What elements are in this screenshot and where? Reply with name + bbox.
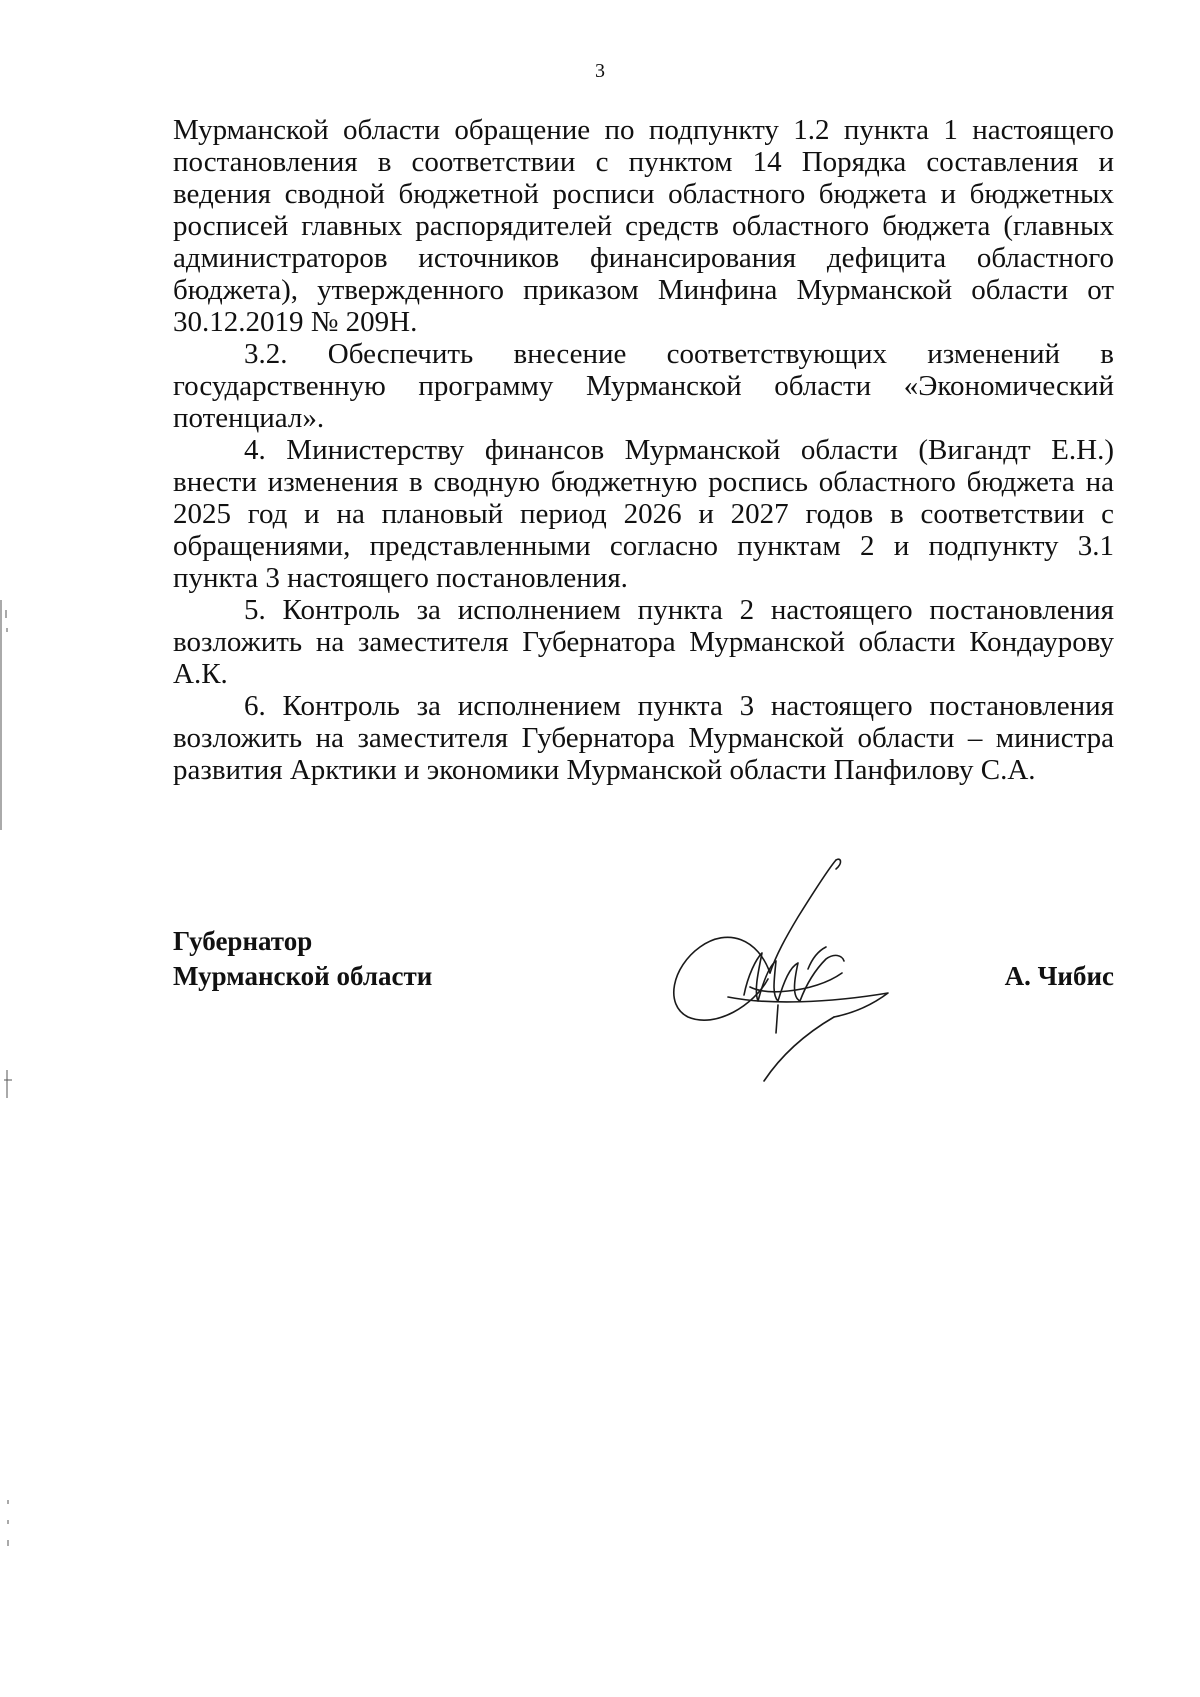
handwritten-signature: [658, 855, 898, 1085]
signer-title-line1: Губернатор: [173, 926, 313, 956]
signer-title: [173, 924, 432, 994]
paragraph-3-2: 3.2. Обеспечить внесение соответствующих изменений в государственную программу Мурманской области «Экономический потенциал».: [173, 338, 1114, 434]
signer-name: А. Чибис: [1004, 961, 1114, 991]
signature-block: [173, 920, 1114, 1080]
signer-title-line2: Мурманской области: [173, 961, 433, 991]
paragraph-6: 6. Контроль за исполнением пункта 3 настоящего постановления возложить на заместителя Губернатора Мурманской области – министра развития Арктики и экономики Мурманской области Панфилову С.А.: [173, 690, 1114, 786]
paragraph-4: 4. Министерству финансов Мурманской области (Вигандт Е.Н.) внести изменения в сводную бюджетную роспись областного бюджета на 2025 год и на плановый период 2026 и 2027 годов в соответствии с обращениями, представленными согласно пунктам 2 и подпункту 3.1 пункта 3 настоящего постановления.: [173, 434, 1114, 594]
paragraph-continuation: Мурманской области обращение по подпункту 1.2 пункта 1 настоящего постановления в соответствии с пунктом 14 Порядка составления и ведения сводной бюджетной росписи областного бюджета и бюджетных росписей главных распорядителей средств областного бюджета (главных администраторов источников финансирования дефицита областного бюджета), утвержденного приказом Минфина Мурманской области от 30.12.2019 № 209Н.: [173, 114, 1114, 338]
scan-edge-marks: [0, 0, 14, 1697]
paragraph-5: 5. Контроль за исполнением пункта 2 настоящего постановления возложить на заместителя Губернатора Мурманской области Кондаурову А.К.: [173, 594, 1114, 690]
page-number: 3: [595, 60, 605, 82]
document-body: [173, 114, 1114, 786]
